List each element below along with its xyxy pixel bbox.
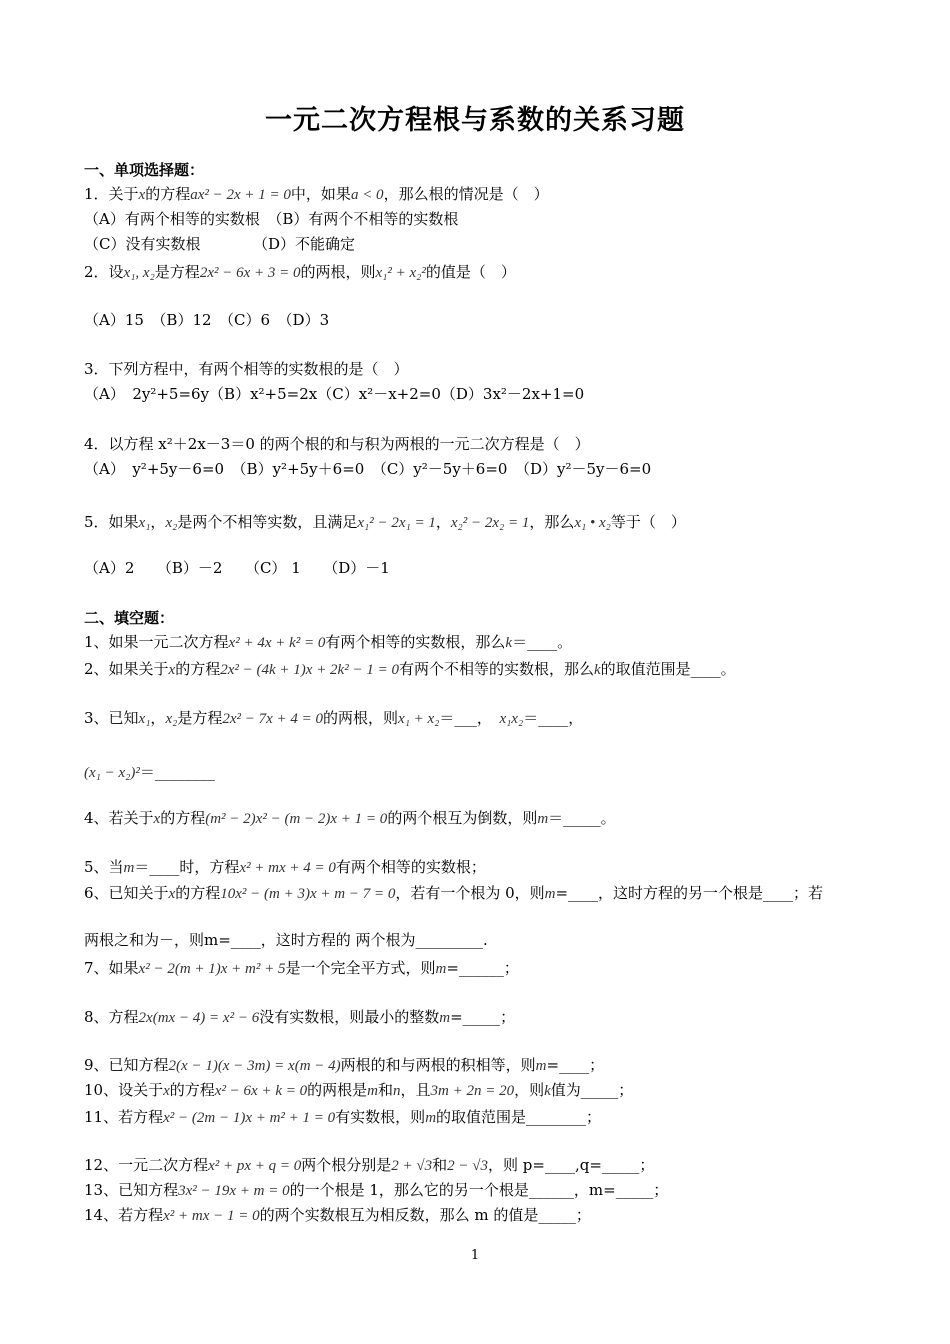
question-4-options: （A） y²+5y－6=0 （B）y²+5y＋6=0 （C）y²－5y＋6=0 （D）y²－5y－6=0 [84, 460, 652, 478]
question-1-options-a-b: （A）有两个相等的实数根 （B）有两个不相等的实数根 [84, 210, 459, 228]
fill-6: 6、已知关于x的方程10x² − (m + 3)x + m − 7 = 0，若有一个根为 0，则m=____，这时方程的另一个根是____；若 [84, 884, 824, 902]
fill-2: 2、如果关于x的方程2x² − (4k + 1)x + 2k² − 1 = 0有两个不相等的实数根，那么k的取值范围是____。 [84, 660, 736, 678]
question-1-options-c-d: （C）没有实数根 （D）不能确定 [84, 235, 356, 253]
fill-3-part-b: (x₁ − x₂)²＝________ [84, 763, 215, 781]
fill-10: 10、设关于x的方程x² − 6x + k = 0的两根是m和n，且3m + 2n = 20，则k值为_____； [84, 1081, 634, 1099]
page-number: 1 [470, 1248, 480, 1263]
question-3-options: （A） 2y²+5=6y（B）x²+5=2x（C）x²－x+2=0（D）3x²－2x+1=0 [84, 385, 585, 403]
fill-1: 1、如果一元二次方程x² + 4x + k² = 0有两个相等的实数根，那么k＝____。 [84, 633, 573, 651]
fill-12: 12、一元二次方程x² + px + q = 0两个根分别是2 + √3和2 − √3，则 p=____,q=_____； [84, 1156, 655, 1174]
question-5-options: （A）2 （B）－2 （C） 1 （D）－1 [84, 559, 390, 577]
fill-14: 14、若方程x² + mx − 1 = 0的两个实数根互为相反数，那么 m 的值是_____； [84, 1206, 591, 1224]
fill-6-part-b: 两根之和为－，则m=____，这时方程的 两个根为_________. [84, 931, 488, 949]
fill-9: 9、已知方程2(x − 1)(x − 3m) = x(m − 4)两根的和与两根的积相等，则m=____； [84, 1056, 605, 1074]
question-2: 2．设x₁, x₂是方程2x² − 6x + 3 = 0的两根，则x₁² + x₂²的值是（ ） [84, 263, 516, 281]
fill-3: 3、已知x₁，x₂是方程2x² − 7x + 4 = 0的两根，则x₁ + x₂＝___， x₁x₂＝____， [84, 709, 584, 727]
section-heading-fill: 二、填空题： [84, 609, 175, 627]
section-heading-choice: 一、单项选择题： [84, 161, 205, 179]
question-3: 3．下列方程中，有两个相等的实数根的是（ ） [84, 360, 409, 378]
question-2-options: （A）15 （B）12 （C）6 （D）3 [84, 311, 330, 329]
fill-5: 5、当m＝____时，方程x² + mx + 4 = 0有两个相等的实数根； [84, 858, 486, 876]
question-1: 1．关于x的方程ax² − 2x + 1 = 0中，如果a < 0，那么根的情况是（ ） [84, 185, 549, 203]
page-title: 一元二次方程根与系数的关系习题 [265, 105, 685, 136]
fill-8: 8、方程2x(mx − 4) = x² − 6没有实数根，则最小的整数m=_____； [84, 1008, 516, 1026]
fill-13: 13、已知方程3x² − 19x + m = 0的一个根是 1，那么它的另一个根是______，m=_____； [84, 1181, 669, 1199]
question-5: 5．如果x₁，x₂是两个不相等实数，且满足x₁² − 2x₁ = 1，x₂² − 2x₂ = 1，那么x₁ • x₂等于（ ） [84, 513, 686, 531]
question-4: 4．以方程 x²＋2x－3＝0 的两个根的和与积为两根的一元二次方程是（ ） [84, 435, 590, 453]
fill-7: 7、如果x² − 2(m + 1)x + m² + 5是一个完全平方式，则m=______； [84, 959, 519, 977]
fill-11: 11、若方程x² − (2m − 1)x + m² + 1 = 0有实数根，则m的取值范围是________； [84, 1108, 602, 1126]
fill-4: 4、若关于x的方程(m² − 2)x² − (m − 2)x + 1 = 0的两个根互为倒数，则m＝_____。 [84, 809, 616, 827]
